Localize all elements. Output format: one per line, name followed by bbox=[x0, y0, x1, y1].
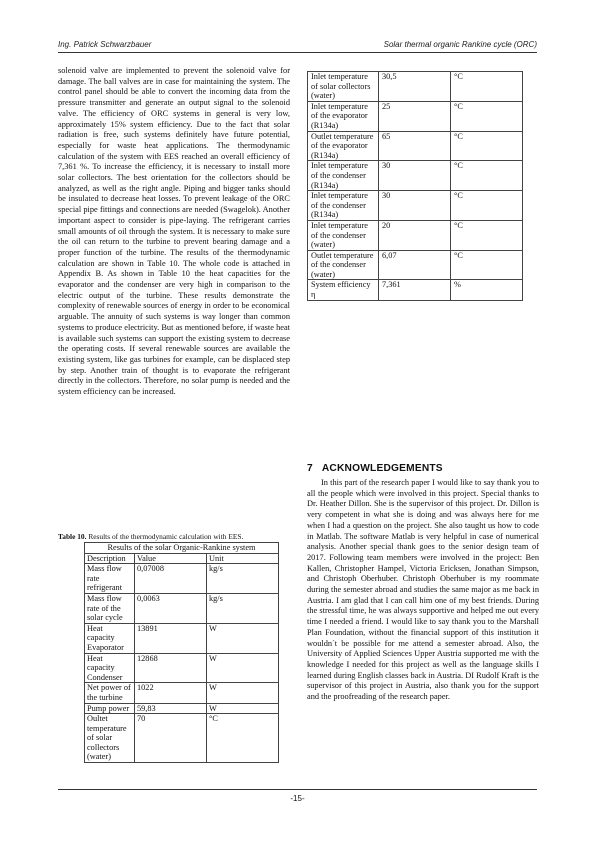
table-body-right bbox=[308, 72, 523, 301]
footer-rule bbox=[58, 789, 537, 790]
table-cell-desc: Oultet temperature of solar collectors (water) bbox=[85, 714, 135, 763]
table-merged-header: Results of the solar Organic-Rankine system bbox=[85, 543, 279, 554]
section-heading bbox=[307, 463, 443, 474]
table-cell-value: 13891 bbox=[135, 623, 207, 653]
table-cell-desc: Inlet temperature of the condenser (R134a) bbox=[308, 161, 379, 191]
table-cell-value: 12868 bbox=[135, 653, 207, 683]
table-col-header: Description bbox=[85, 553, 135, 564]
body-paragraph: solenoid valve are implemented to prevent the solenoid valve for damage. The ball valves are in case for maintaining the system. The control panel should be able to convert the incoming data from the pressure transmitter and generate an output signal to the solenoid valve. The efficiency of ORC systems in general is very low, approximately 15% system efficiency. Due to the fact that solar radiation is free, such systems definitely have future potential, especially for waste heat applications. The thermodynamic calculation of the system with EES reached an overall efficiency of 7,361 %. To increase the efficiency, it is necessary to install more solar collectors. The best orientation for the collectors should be analyzed, as well as the right angle. Piping and bigger tanks should be insulated to decrease heat losses. To prevent leakage of the ORC special pipe fittings and connections are needed (Swagelok). Another important aspect to consider is pipe-laying. The refrigerant carries small amounts of oil through the system. It is necessary to make sure the oil can return to the turbine to prevent bearing damage and a proper function of the turbine. The results of the thermodynamic calculation are shown in Table 10. The whole code is attached in Appendix B. As shown in Table 10 the heat capacities for the evaporator and the condenser are very high in comparison to the electric output of the turbine. These results demonstrate the complexity of renewable sources of energy in order to be economical arguable. The annuity of such systems is way longer than common systems to produce electricity. But as mentioned before, if waste heat is available such systems can support the existing system to decrease the operating costs. If several renewable sources are available the existing system, like gas turbines for example, can be displaced step by step. Another train of thought is to evaporate the refrigerant directly in the collectors. Therefore, no solar pump is needed and the system efficiency can be increased. bbox=[58, 66, 290, 397]
section-title: ACKNOWLEDGEMENTS bbox=[321, 463, 443, 474]
running-header-title: Solar thermal organic Rankine cycle (ORC) bbox=[383, 40, 537, 49]
table-cell-unit: °C bbox=[451, 191, 523, 221]
table-cell-desc: Mass flow rate of the solar cycle bbox=[85, 593, 135, 623]
table-cell-desc: System efficiency η bbox=[308, 280, 379, 300]
table-cell-unit: % bbox=[451, 280, 523, 300]
table-row bbox=[85, 593, 279, 623]
table-cell-desc: Outlet temperature of the evaporator (R134a) bbox=[308, 131, 379, 161]
table-cell-value: 30 bbox=[379, 191, 451, 221]
table-cell-unit: °C bbox=[451, 161, 523, 191]
table-cell-value: 7,361 bbox=[379, 280, 451, 300]
table-row bbox=[308, 101, 523, 131]
acknowledgements-section bbox=[307, 478, 539, 703]
table-row bbox=[85, 564, 279, 594]
table-row bbox=[85, 714, 279, 763]
table-cell-unit: kg/s bbox=[207, 593, 279, 623]
left-column bbox=[58, 66, 290, 398]
results-table-part1 bbox=[84, 542, 279, 763]
table-row bbox=[85, 653, 279, 683]
table-cell-value: 30,5 bbox=[379, 72, 451, 102]
table-row bbox=[85, 683, 279, 703]
table-cell-desc: Heat capacity Condenser bbox=[85, 653, 135, 683]
table-row bbox=[85, 623, 279, 653]
table-cell-desc: Mass flow rate refrigerant bbox=[85, 564, 135, 594]
table-cell-value: 70 bbox=[135, 714, 207, 763]
results-table-part2 bbox=[307, 71, 523, 301]
table-row bbox=[308, 250, 523, 280]
table-cell-unit: °C bbox=[451, 131, 523, 161]
table-cell-desc: Inlet temperature of solar collectors (water) bbox=[308, 72, 379, 102]
header-rule bbox=[58, 52, 537, 53]
table-cell-desc: Net power of the turbine bbox=[85, 683, 135, 703]
table-caption-text: Results of the thermodynamic calculation with EES. bbox=[88, 532, 244, 541]
table-row bbox=[308, 161, 523, 191]
table-row bbox=[308, 72, 523, 102]
table-col-header: Unit bbox=[207, 553, 279, 564]
table-cell-unit: kg/s bbox=[207, 564, 279, 594]
table-row bbox=[85, 703, 279, 714]
table-cell-unit: W bbox=[207, 653, 279, 683]
table-body-left bbox=[85, 564, 279, 763]
table-row bbox=[308, 191, 523, 221]
table-cell-desc: Inlet temperature of the condenser (R134a) bbox=[308, 191, 379, 221]
table-cell-value: 65 bbox=[379, 131, 451, 161]
page-number: -15- bbox=[290, 794, 305, 803]
table-cell-unit: W bbox=[207, 683, 279, 703]
table-cell-value: 59,83 bbox=[135, 703, 207, 714]
table-cell-value: 30 bbox=[379, 161, 451, 191]
section-number: 7 bbox=[307, 463, 313, 474]
table-cell-unit: °C bbox=[451, 250, 523, 280]
table-row bbox=[308, 280, 523, 300]
table-cell-value: 0,07008 bbox=[135, 564, 207, 594]
table-cell-value: 1022 bbox=[135, 683, 207, 703]
table-cell-desc: Heat capacity Evaporator bbox=[85, 623, 135, 653]
table-cell-value: 20 bbox=[379, 220, 451, 250]
table-caption bbox=[58, 532, 243, 541]
acknowledgements-paragraph: In this part of the research paper I would like to say thank you to all the people which were involved in this project. Special thanks to Dr. Heather Dillon. She is the supervisor of this project. Dr. Dillon is very competent in what she is doing and was always here for me when I had a question on the project. She also taught us how to code in Matlab. The software Matlab is very helpful in case of numerical analysis. Another special thank goes to the senior design team of 2017. Following team members were involved in the project: Ben Kallen, Christopher Hampel, Victoria Ericksen, Jonathan Simpson, and Christoph Oberhuber. Christoph Oberhuber is my roommate during the semester abroad and studies the same major as me back in Austria. I am glad that I can call him one of my best friends. During the stressful time, he was always supportive and helped me out every time I needed a friend. I would like to say thank you to the Marshall Plan Foundation, without the financial support of this institution it wouldn´t be possible for me attend a semester abroad. Also, the University of Applied Sciences Upper Austria supported me with the knowledge I needed for this project as well as the language skills I learned during English classes back in Austria. DI Rudolf Kraft is the supervisor of this project in Austria, also thank you for the support and the proofreading of the research paper. bbox=[307, 478, 539, 702]
table-cell-desc: Inlet temperature of the condenser (water) bbox=[308, 220, 379, 250]
table-cell-unit: W bbox=[207, 703, 279, 714]
table-cell-value: 6,07 bbox=[379, 250, 451, 280]
table-cell-desc: Inlet temperature of the evaporator (R134a) bbox=[308, 101, 379, 131]
table-cell-value: 0,0063 bbox=[135, 593, 207, 623]
table-cell-unit: °C bbox=[451, 101, 523, 131]
table-cell-unit: °C bbox=[451, 72, 523, 102]
table-cell-value: 25 bbox=[379, 101, 451, 131]
running-header-author: Ing. Patrick Schwarzbauer bbox=[58, 40, 152, 49]
table-cell-unit: °C bbox=[207, 714, 279, 763]
table-caption-label: Table 10. bbox=[58, 532, 87, 541]
table-cell-desc: Pump power bbox=[85, 703, 135, 714]
table-cell-unit: °C bbox=[451, 220, 523, 250]
table-cell-unit: W bbox=[207, 623, 279, 653]
table-row bbox=[308, 220, 523, 250]
table-cell-desc: Outlet temperature of the condenser (water) bbox=[308, 250, 379, 280]
table-row bbox=[308, 131, 523, 161]
table-col-header: Value bbox=[135, 553, 207, 564]
